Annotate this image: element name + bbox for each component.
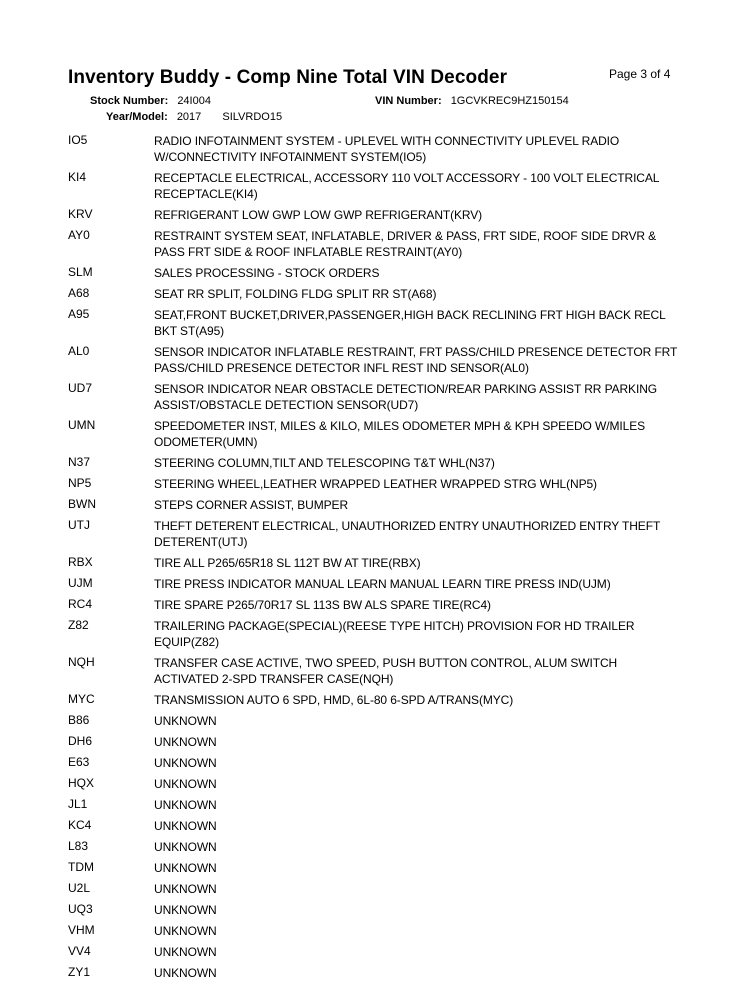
option-row — [68, 902, 688, 918]
option-row — [68, 881, 688, 897]
option-row — [68, 133, 688, 165]
year-value: 2017 — [176, 111, 202, 123]
option-row — [68, 576, 688, 592]
option-row — [68, 497, 688, 513]
year-model-row — [106, 111, 282, 123]
option-code: N37 — [68, 455, 91, 469]
option-code: KC4 — [68, 818, 92, 832]
option-description: RECEPTACLE ELECTRICAL, ACCESSORY 110 VOLT ACCESSORY - 100 VOLT ELECTRICAL RECEPTACLE(KI4) — [154, 171, 659, 201]
option-description: TRAILERING PACKAGE(SPECIAL)(REESE TYPE HITCH) PROVISION FOR HD TRAILER EQUIP(Z82) — [154, 619, 635, 649]
option-row — [68, 818, 688, 834]
option-description: SPEEDOMETER INST, MILES & KILO, MILES ODOMETER MPH & KPH SPEEDO W/MILES ODOMETER(UMN) — [154, 419, 646, 449]
option-row — [68, 797, 688, 813]
option-code: KI4 — [68, 170, 87, 184]
option-description: UNKNOWN — [154, 798, 217, 812]
option-row — [68, 755, 688, 771]
option-description: STEERING COLUMN,TILT AND TELESCOPING T&T WHL(N37) — [154, 456, 495, 470]
option-row — [68, 476, 688, 492]
option-row — [68, 734, 688, 750]
model-value: SILVRDO15 — [222, 111, 283, 123]
year-model-label: Year/Model: — [106, 111, 168, 123]
option-code: UJM — [68, 576, 93, 590]
option-row — [68, 860, 688, 876]
option-code: VV4 — [68, 944, 91, 958]
option-code: U2L — [68, 881, 91, 895]
option-row — [68, 228, 688, 260]
option-code: RC4 — [68, 597, 93, 611]
option-row — [68, 286, 688, 302]
option-row — [68, 692, 688, 708]
option-description: SENSOR INDICATOR INFLATABLE RESTRAINT, FRT PASS/CHILD PRESENCE DETECTOR FRT PASS/CHILD PRESENCE DETECTOR INFL REST IND SENSOR(AL0) — [154, 345, 678, 375]
option-description: STEERING WHEEL,LEATHER WRAPPED LEATHER WRAPPED STRG WHL(NP5) — [154, 477, 597, 491]
stock-number-value: 24I004 — [177, 95, 211, 107]
option-row — [68, 655, 688, 687]
option-code: A95 — [68, 307, 90, 321]
option-row — [68, 923, 688, 939]
option-row — [68, 307, 688, 339]
option-code: B86 — [68, 713, 90, 727]
option-code: ZY1 — [68, 965, 91, 979]
option-row — [68, 944, 688, 960]
option-description: TIRE ALL P265/65R18 SL 112T BW AT TIRE(RBX) — [154, 556, 421, 570]
vin-number-row — [375, 95, 569, 107]
option-description: RESTRAINT SYSTEM SEAT, INFLATABLE, DRIVER & PASS, FRT SIDE, ROOF SIDE DRVR & PASS FRT SIDE & ROOF INFLATABLE RESTRAINT(AY0) — [154, 229, 657, 259]
option-code: AY0 — [68, 228, 90, 242]
stock-number-row — [90, 95, 211, 107]
option-description: THEFT DETERENT ELECTRICAL, UNAUTHORIZED ENTRY UNAUTHORIZED ENTRY THEFT DETERENT(UTJ) — [154, 519, 660, 549]
option-row — [68, 207, 688, 223]
option-code: HQX — [68, 776, 95, 790]
option-code: RBX — [68, 555, 93, 569]
page-title: Inventory Buddy - Comp Nine Total VIN Decoder — [68, 67, 508, 88]
page-number: Page 3 of 4 — [609, 67, 671, 81]
option-description: TIRE SPARE P265/70R17 SL 113S BW ALS SPARE TIRE(RC4) — [154, 598, 491, 612]
option-code: SLM — [68, 265, 93, 279]
option-description: UNKNOWN — [154, 924, 217, 938]
option-description: TRANSFER CASE ACTIVE, TWO SPEED, PUSH BUTTON CONTROL, ALUM SWITCH ACTIVATED 2-SPD TRANSFER CASE(NQH) — [154, 656, 618, 686]
option-description: TRANSMISSION AUTO 6 SPD, HMD, 6L-80 6-SPD A/TRANS(MYC) — [154, 693, 514, 707]
option-code: AL0 — [68, 344, 90, 358]
option-row — [68, 776, 688, 792]
option-row — [68, 965, 688, 981]
option-description: UNKNOWN — [154, 756, 217, 770]
option-row — [68, 518, 688, 550]
vin-number-value: 1GCVKREC9HZ150154 — [450, 95, 569, 107]
option-code: UQ3 — [68, 902, 93, 916]
option-row — [68, 597, 688, 613]
option-description: RADIO INFOTAINMENT SYSTEM - UPLEVEL WITH CONNECTIVITY UPLEVEL RADIO W/CONNECTIVITY INFOTAINMENT SYSTEM(IO5) — [154, 134, 620, 164]
option-description: UNKNOWN — [154, 819, 217, 833]
option-code: TDM — [68, 860, 94, 874]
option-row — [68, 265, 688, 281]
option-description: UNKNOWN — [154, 945, 217, 959]
option-code: DH6 — [68, 734, 93, 748]
option-description: REFRIGERANT LOW GWP LOW GWP REFRIGERANT(KRV) — [154, 208, 483, 222]
option-description: SEAT RR SPLIT, FOLDING FLDG SPLIT RR ST(A68) — [154, 287, 437, 301]
option-code: UMN — [68, 418, 96, 432]
option-row — [68, 555, 688, 571]
option-description: UNKNOWN — [154, 966, 217, 980]
option-code: JL1 — [68, 797, 88, 811]
option-description: UNKNOWN — [154, 714, 217, 728]
option-code: L83 — [68, 839, 89, 853]
option-code-list — [68, 133, 688, 986]
option-code: IO5 — [68, 133, 88, 147]
option-description: STEPS CORNER ASSIST, BUMPER — [154, 498, 349, 512]
option-description: SENSOR INDICATOR NEAR OBSTACLE DETECTION/REAR PARKING ASSIST RR PARKING ASSIST/OBSTACLE DETECTION SENSOR(UD7) — [154, 382, 657, 412]
option-code: UTJ — [68, 518, 90, 532]
option-code: NP5 — [68, 476, 92, 490]
option-description: TIRE PRESS INDICATOR MANUAL LEARN MANUAL LEARN TIRE PRESS IND(UJM) — [154, 577, 611, 591]
vin-number-label: VIN Number: — [375, 95, 442, 107]
option-code: Z82 — [68, 618, 89, 632]
option-code: KRV — [68, 207, 93, 221]
option-description: UNKNOWN — [154, 903, 217, 917]
option-code: UD7 — [68, 381, 93, 395]
option-description: UNKNOWN — [154, 861, 217, 875]
option-code: NQH — [68, 655, 95, 669]
option-description: UNKNOWN — [154, 777, 217, 791]
option-row — [68, 381, 688, 413]
option-description: SALES PROCESSING - STOCK ORDERS — [154, 266, 380, 280]
option-description: UNKNOWN — [154, 882, 217, 896]
option-row — [68, 344, 688, 376]
option-row — [68, 839, 688, 855]
option-row — [68, 170, 688, 202]
option-row — [68, 455, 688, 471]
option-row — [68, 618, 688, 650]
stock-number-label: Stock Number: — [90, 95, 169, 107]
option-row — [68, 713, 688, 729]
option-description: UNKNOWN — [154, 735, 217, 749]
option-code: E63 — [68, 755, 90, 769]
option-code: BWN — [68, 497, 96, 511]
option-description: UNKNOWN — [154, 840, 217, 854]
option-code: MYC — [68, 692, 95, 706]
option-description: SEAT,FRONT BUCKET,DRIVER,PASSENGER,HIGH BACK RECLINING FRT HIGH BACK RECL BKT ST(A95) — [154, 308, 666, 338]
option-row — [68, 418, 688, 450]
option-code: A68 — [68, 286, 90, 300]
option-code: VHM — [68, 923, 95, 937]
